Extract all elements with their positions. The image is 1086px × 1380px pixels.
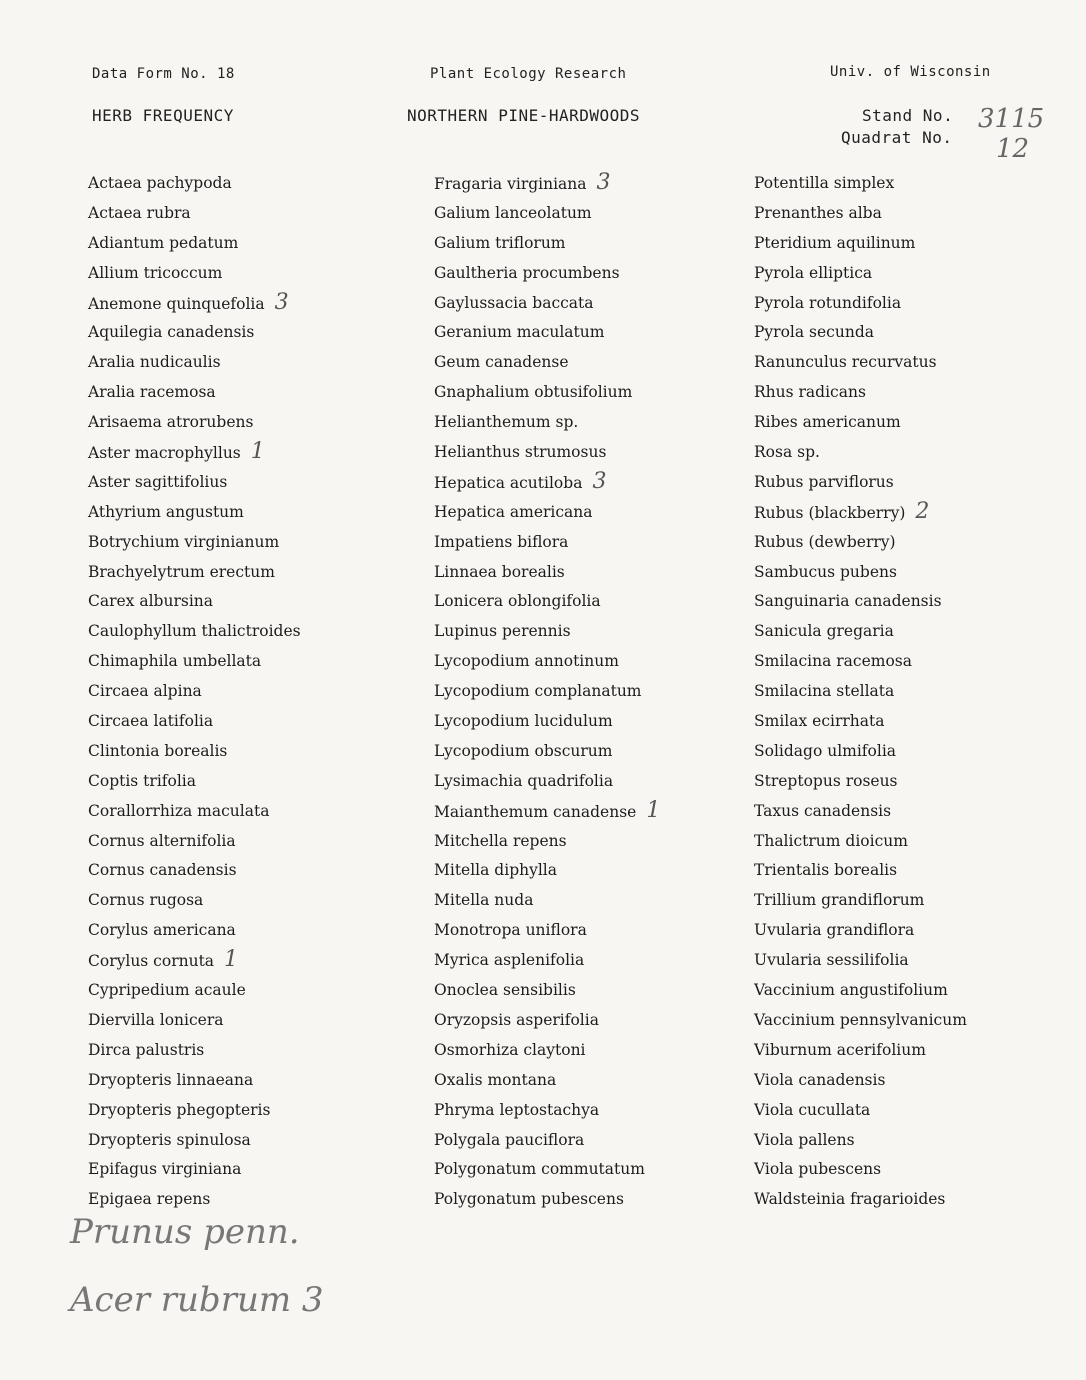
species-row	[434, 799, 660, 829]
species-row	[434, 858, 660, 888]
species-name: Diervilla lonicera	[88, 1010, 224, 1029]
species-name: Smilacina stellata	[754, 682, 895, 701]
species-name: Mitella diphylla	[434, 861, 558, 880]
species-name: Hepatica acutiloba	[434, 473, 583, 492]
species-row	[88, 1038, 301, 1068]
species-row	[88, 1068, 301, 1098]
species-row	[88, 829, 301, 859]
species-row	[88, 171, 301, 201]
species-row	[434, 1038, 660, 1068]
species-row	[754, 1098, 967, 1128]
species-name: Cornus alternifolia	[88, 831, 236, 850]
species-name: Smilax ecirrhata	[754, 712, 885, 731]
species-name: Waldsteinia fragarioides	[754, 1190, 946, 1209]
species-name: Uvularia grandiflora	[754, 921, 915, 940]
species-name: Geum canadense	[434, 353, 569, 372]
species-row	[754, 350, 967, 380]
frequency-mark-handwritten: 1	[646, 797, 661, 823]
species-name: Pyrola secunda	[754, 323, 874, 342]
species-name: Polygonatum pubescens	[434, 1190, 624, 1209]
species-row	[754, 649, 967, 679]
species-name: Geranium maculatum	[434, 323, 605, 342]
species-row	[434, 171, 660, 201]
species-row	[434, 1157, 660, 1187]
species-name: Trientalis borealis	[754, 861, 898, 880]
species-name: Gaultheria procumbens	[434, 263, 620, 282]
quadrat-number-handwritten: 12	[996, 134, 1030, 164]
species-column-3	[754, 171, 967, 1217]
species-row	[754, 320, 967, 350]
species-name: Thalictrum dioicum	[754, 831, 908, 850]
frequency-mark-handwritten: 3	[596, 170, 611, 195]
species-row	[434, 410, 660, 440]
species-name: Rhus radicans	[754, 383, 866, 402]
species-name: Carex albursina	[88, 592, 213, 611]
species-name: Smilacina racemosa	[754, 652, 912, 671]
species-name: Galium lanceolatum	[434, 203, 592, 222]
species-row	[434, 918, 660, 948]
stand-number-handwritten: 3115	[978, 104, 1045, 134]
species-row	[88, 948, 301, 978]
species-name: Rosa sp.	[754, 443, 820, 462]
species-row	[434, 291, 660, 321]
species-row	[434, 380, 660, 410]
species-row	[88, 261, 301, 291]
species-name: Corylus cornuta	[88, 952, 215, 971]
species-name: Trillium grandiflorum	[754, 891, 925, 910]
species-row	[434, 201, 660, 231]
species-row	[754, 1068, 967, 1098]
frequency-mark-handwritten: 2	[915, 498, 930, 524]
species-row	[754, 1038, 967, 1068]
species-row	[88, 530, 301, 560]
species-row	[754, 589, 967, 619]
species-row	[754, 619, 967, 649]
species-name: Rubus parviflorus	[754, 472, 894, 491]
species-row	[754, 1187, 967, 1217]
species-name: Osmorhiza claytoni	[434, 1040, 586, 1059]
species-row	[754, 799, 967, 829]
species-name: Phryma leptostachya	[434, 1100, 600, 1119]
community-title: NORTHERN PINE-HARDWOODS	[407, 106, 641, 125]
species-name: Aralia racemosa	[88, 383, 216, 402]
species-row	[754, 709, 967, 739]
species-row	[754, 888, 967, 918]
species-row	[434, 500, 660, 530]
species-row	[434, 739, 660, 769]
species-name: Gaylussacia baccata	[434, 293, 594, 312]
species-name: Uvularia sessilifolia	[754, 951, 909, 970]
species-row	[754, 769, 967, 799]
species-name: Rubus (dewberry)	[754, 532, 896, 551]
species-row	[754, 858, 967, 888]
species-name: Corylus americana	[88, 921, 236, 940]
species-name: Oryzopsis asperifolia	[434, 1010, 599, 1029]
species-row	[754, 500, 967, 530]
species-name: Gnaphalium obtusifolium	[434, 383, 633, 402]
species-row	[434, 619, 660, 649]
species-name: Botrychium virginianum	[88, 532, 280, 551]
species-name: Chimaphila umbellata	[88, 652, 262, 671]
species-name: Sanguinaria canadensis	[754, 592, 942, 611]
species-name: Lycopodium lucidulum	[434, 712, 613, 731]
species-row	[88, 978, 301, 1008]
form-number: Data Form No. 18	[92, 66, 235, 82]
species-name: Aster sagittifolius	[88, 472, 228, 491]
species-name: Viola pubescens	[754, 1160, 882, 1179]
species-row	[434, 888, 660, 918]
species-row	[434, 350, 660, 380]
species-row	[434, 1068, 660, 1098]
species-name: Polygonatum commutatum	[434, 1160, 645, 1179]
species-row	[434, 560, 660, 590]
species-name: Linnaea borealis	[434, 562, 565, 581]
species-row	[88, 350, 301, 380]
species-name: Maianthemum canadense	[434, 802, 637, 821]
species-row	[88, 888, 301, 918]
species-name: Lycopodium annotinum	[434, 652, 619, 671]
species-name: Lupinus perennis	[434, 622, 571, 641]
species-name: Lysimachia quadrifolia	[434, 771, 614, 790]
species-name: Athyrium angustum	[88, 502, 244, 521]
species-name: Viola canadensis	[754, 1070, 886, 1089]
species-row	[434, 649, 660, 679]
species-name: Sanicula gregaria	[754, 622, 894, 641]
species-name: Caulophyllum thalictroides	[88, 622, 301, 641]
species-row	[754, 201, 967, 231]
species-name: Actaea pachypoda	[88, 174, 232, 192]
species-name: Myrica asplenifolia	[434, 951, 585, 970]
species-row	[88, 858, 301, 888]
species-name: Mitchella repens	[434, 831, 567, 850]
frequency-mark-handwritten: 3	[274, 289, 289, 315]
species-row	[88, 440, 301, 470]
species-row	[88, 589, 301, 619]
species-name: Cornus canadensis	[88, 861, 237, 880]
frequency-mark-handwritten: 1	[250, 439, 265, 465]
species-column-2	[434, 171, 660, 1217]
species-name: Circaea latifolia	[88, 712, 214, 731]
species-column-1	[88, 171, 301, 1217]
species-row	[434, 679, 660, 709]
species-row	[434, 1128, 660, 1158]
species-name: Impatiens biflora	[434, 532, 569, 551]
species-name: Dryopteris linnaeana	[88, 1070, 254, 1089]
species-row	[434, 769, 660, 799]
frequency-mark-handwritten: 1	[224, 947, 239, 973]
stand-label: Stand No.	[862, 106, 954, 125]
species-row	[88, 649, 301, 679]
species-row	[88, 380, 301, 410]
species-name: Fragaria virginiana	[434, 175, 587, 193]
species-name: Hepatica americana	[434, 502, 593, 521]
species-row	[88, 201, 301, 231]
species-name: Rubus (blackberry)	[754, 503, 906, 522]
species-row	[434, 978, 660, 1008]
species-name: Solidago ulmifolia	[754, 741, 897, 760]
species-name: Prenanthes alba	[754, 203, 882, 222]
species-name: Coptis trifolia	[88, 771, 197, 790]
species-row	[754, 470, 967, 500]
species-name: Lycopodium complanatum	[434, 682, 642, 701]
species-row	[88, 410, 301, 440]
species-name: Ribes americanum	[754, 413, 901, 432]
species-name: Actaea rubra	[88, 203, 191, 222]
species-row	[754, 918, 967, 948]
species-row	[88, 1008, 301, 1038]
species-row	[754, 380, 967, 410]
species-name: Epigaea repens	[88, 1190, 211, 1209]
species-row	[434, 589, 660, 619]
species-row	[88, 291, 301, 321]
species-name: Vaccinium angustifolium	[754, 981, 948, 1000]
species-row	[434, 1098, 660, 1128]
program-name: Plant Ecology Research	[430, 66, 627, 82]
species-name: Adiantum pedatum	[88, 233, 239, 252]
species-row	[434, 261, 660, 291]
species-row	[88, 709, 301, 739]
species-row	[434, 320, 660, 350]
species-name: Aralia nudicaulis	[88, 353, 221, 372]
species-name: Circaea alpina	[88, 682, 202, 701]
species-name: Viola pallens	[754, 1130, 855, 1149]
institution-name: Univ. of Wisconsin	[830, 64, 991, 80]
species-row	[754, 171, 967, 201]
species-row	[88, 231, 301, 261]
species-name: Onoclea sensibilis	[434, 981, 576, 1000]
frequency-mark-handwritten: 3	[592, 468, 607, 494]
species-row	[754, 440, 967, 470]
handwritten-note-2: Acer rubrum 3	[70, 1280, 324, 1320]
species-name: Pteridium aquilinum	[754, 233, 916, 252]
species-name: Lonicera oblongifolia	[434, 592, 601, 611]
species-name: Dirca palustris	[88, 1040, 205, 1059]
species-row	[754, 560, 967, 590]
species-row	[88, 470, 301, 500]
species-row	[88, 619, 301, 649]
species-name: Polygala pauciflora	[434, 1130, 585, 1149]
species-name: Pyrola rotundifolia	[754, 293, 902, 312]
species-row	[754, 948, 967, 978]
species-name: Cypripedium acaule	[88, 981, 246, 1000]
species-row	[434, 231, 660, 261]
species-row	[754, 231, 967, 261]
species-row	[88, 799, 301, 829]
species-row	[434, 709, 660, 739]
species-row	[88, 320, 301, 350]
species-row	[754, 829, 967, 859]
species-name: Clintonia borealis	[88, 741, 228, 760]
species-name: Viburnum acerifolium	[754, 1040, 926, 1059]
species-row	[88, 1157, 301, 1187]
species-row	[88, 1098, 301, 1128]
species-row	[434, 948, 660, 978]
species-name: Dryopteris spinulosa	[88, 1130, 251, 1149]
species-name: Pyrola elliptica	[754, 263, 873, 282]
species-row	[88, 1128, 301, 1158]
species-row	[88, 739, 301, 769]
species-row	[88, 769, 301, 799]
species-name: Vaccinium pennsylvanicum	[754, 1010, 967, 1029]
species-row	[434, 530, 660, 560]
species-name: Epifagus virginiana	[88, 1160, 242, 1179]
species-row	[754, 978, 967, 1008]
species-row	[754, 1157, 967, 1187]
species-name: Oxalis montana	[434, 1070, 557, 1089]
species-row	[754, 679, 967, 709]
species-row	[88, 560, 301, 590]
species-row	[88, 679, 301, 709]
species-name: Dryopteris phegopteris	[88, 1100, 271, 1119]
species-name: Cornus rugosa	[88, 891, 204, 910]
species-row	[434, 1008, 660, 1038]
species-row	[754, 261, 967, 291]
species-row	[754, 1008, 967, 1038]
species-name: Aquilegia canadensis	[88, 323, 255, 342]
species-name: Aster macrophyllus	[88, 444, 241, 463]
species-row	[754, 739, 967, 769]
handwritten-note-1: Prunus penn.	[70, 1212, 300, 1252]
species-name: Monotropa uniflora	[434, 921, 587, 940]
species-name: Corallorrhiza maculata	[88, 801, 270, 820]
species-name: Taxus canadensis	[754, 801, 892, 820]
species-name: Helianthemum sp.	[434, 413, 579, 432]
species-row	[434, 470, 660, 500]
species-name: Mitella nuda	[434, 891, 534, 910]
species-name: Brachyelytrum erectum	[88, 562, 275, 581]
species-name: Potentilla simplex	[754, 174, 895, 192]
species-name: Ranunculus recurvatus	[754, 353, 937, 372]
species-name: Streptopus roseus	[754, 771, 898, 790]
species-row	[88, 500, 301, 530]
species-name: Sambucus pubens	[754, 562, 897, 581]
species-name: Galium triflorum	[434, 233, 566, 252]
quadrat-label: Quadrat No.	[841, 128, 953, 147]
species-row	[434, 829, 660, 859]
species-name: Arisaema atrorubens	[88, 413, 254, 432]
species-name: Allium tricoccum	[88, 263, 223, 282]
species-row	[434, 1187, 660, 1217]
species-row	[754, 410, 967, 440]
species-name: Helianthus strumosus	[434, 443, 607, 462]
form-title: HERB FREQUENCY	[92, 106, 234, 125]
species-row	[434, 440, 660, 470]
species-row	[754, 291, 967, 321]
species-name: Anemone quinquefolia	[88, 294, 265, 313]
species-row	[754, 530, 967, 560]
species-row	[754, 1128, 967, 1158]
species-row	[88, 918, 301, 948]
species-name: Lycopodium obscurum	[434, 741, 613, 760]
species-name: Viola cucullata	[754, 1100, 871, 1119]
